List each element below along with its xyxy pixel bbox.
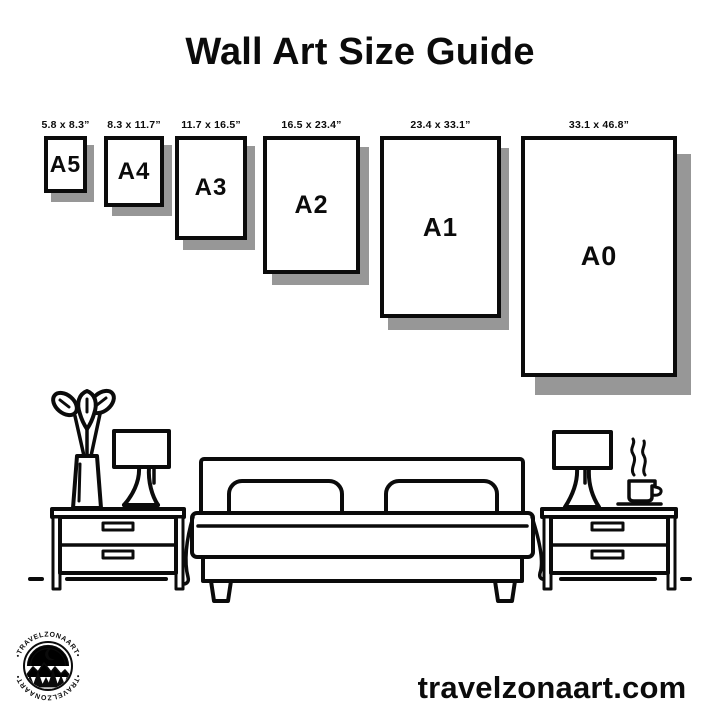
frame-a4-dimensions: 8.3 x 11.7” bbox=[107, 119, 161, 131]
logo-ring-text-top: •TRAVELZONAART• bbox=[14, 631, 82, 659]
frame-a0-label: A0 bbox=[580, 241, 618, 271]
frame-a5-label: A5 bbox=[49, 151, 82, 177]
frame-a2-dimensions: 16.5 x 23.4” bbox=[281, 119, 342, 131]
coffee-cup-icon bbox=[618, 439, 661, 504]
bedroom-illustration bbox=[25, 380, 695, 615]
frame-a4-paper bbox=[104, 136, 164, 207]
frame-a0 bbox=[521, 119, 677, 377]
table-lamp-left-icon bbox=[114, 431, 169, 505]
double-bed-icon bbox=[180, 459, 549, 601]
frame-a1-paper bbox=[380, 136, 501, 318]
frame-a2-label: A2 bbox=[294, 190, 329, 219]
frame-a0-paper bbox=[521, 136, 677, 377]
frame-a5-dimensions: 5.8 x 8.3” bbox=[41, 119, 90, 131]
frame-a3-dimensions: 11.7 x 16.5” bbox=[181, 119, 241, 131]
frame-a0-dimensions: 33.1 x 46.8” bbox=[568, 119, 630, 131]
frame-a1-dimensions: 23.4 x 33.1” bbox=[410, 119, 471, 131]
frame-a1 bbox=[380, 119, 501, 318]
frame-a3-label: A3 bbox=[194, 174, 228, 201]
frame-a1-label: A1 bbox=[422, 211, 459, 242]
table-lamp-right-icon bbox=[554, 432, 611, 507]
frame-a2 bbox=[263, 119, 360, 274]
frame-a4 bbox=[104, 119, 164, 207]
website-url: travelzonaart.com bbox=[417, 670, 687, 705]
frame-a4-label: A4 bbox=[117, 157, 151, 185]
page-title: Wall Art Size Guide bbox=[185, 31, 535, 73]
frame-a3-paper bbox=[175, 136, 247, 240]
potted-plant-icon bbox=[49, 386, 118, 508]
logo-ring-text-bottom: •TRAVELZONAART• bbox=[14, 673, 82, 701]
frame-a3 bbox=[175, 119, 247, 240]
frame-a2-paper bbox=[263, 136, 360, 274]
brand-logo-badge bbox=[9, 627, 87, 705]
frame-a5-paper bbox=[44, 136, 87, 193]
frame-a5 bbox=[41, 119, 90, 193]
